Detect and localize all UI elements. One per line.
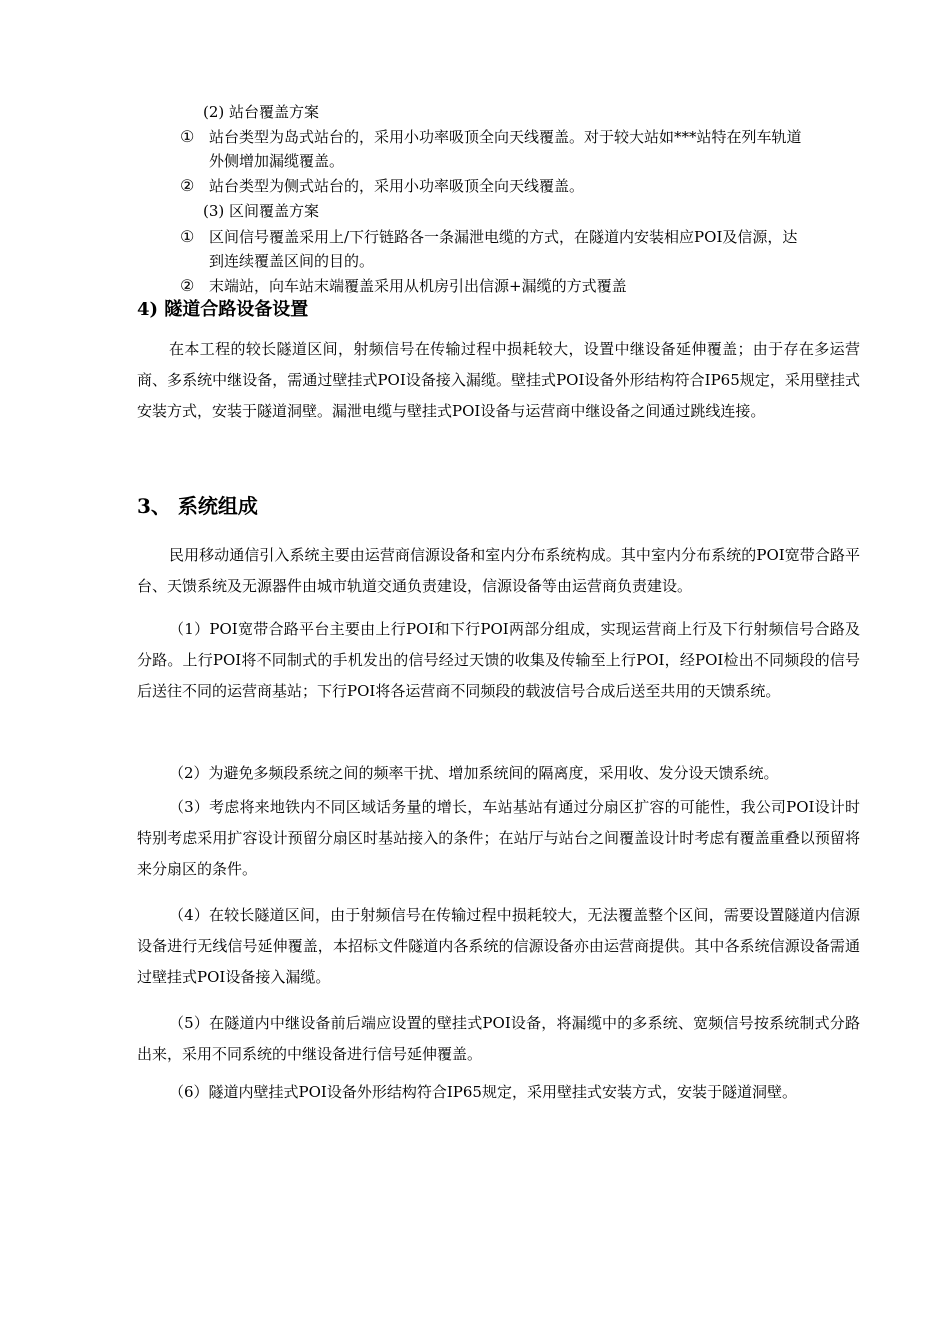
list-paragraph-2: （2）为避免多频段系统之间的频率干扰、增加系统间的隔离度，采用收、发分设天馈系统。 [169, 764, 779, 782]
paragraph-intro: 民用移动通信引入系统主要由运营商信源设备和室内分布系统构成。其中室内分布系统的POI宽带合路平台、天馈系统及无源器件由城市轨道交通负责建设，信源设备等由运营商负责建设。 [137, 546, 860, 595]
list-item-text: 末端站，向车站末端覆盖采用从机房引出信源+漏缆的方式覆盖 [209, 277, 627, 295]
section-heading-3: 3、 系统组成 [137, 494, 258, 518]
list-paragraph-1: （1）POI宽带合路平台主要由上行POI和下行POI两部分组成，实现运营商上行及下行射频信号合路及分路。上行POI将不同制式的手机发出的信号经过天馈的收集及传输至上行POI，经POI检出不同频段的信号后送往不同的运营商基站；下行POI将各运营商不同频段的载波信号合成后送至共用的天馈系统。 [137, 620, 860, 700]
section-heading-4: 4) 隧道合路设备设置 [137, 299, 309, 320]
section-coverage-title: (3) 区间覆盖方案 [203, 202, 320, 220]
list-item-text-cont: 外侧增加漏缆覆盖。 [209, 152, 345, 170]
list-marker: ② [180, 276, 195, 295]
list-item-text: 站台类型为岛式站台的，采用小功率吸顶全向天线覆盖。对于较大站如***站特在列车轨道 [209, 128, 802, 146]
list-marker: ① [180, 227, 195, 246]
list-paragraph-4: （4）在较长隧道区间，由于射频信号在传输过程中损耗较大，无法覆盖整个区间，需要设置隧道内信源设备进行无线信号延伸覆盖，本招标文件隧道内各系统的信源设备亦由运营商提供。其中各系统信源设备需通过壁挂式POI设备接入漏缆。 [137, 906, 860, 986]
list-item-text: 站台类型为侧式站台的，采用小功率吸顶全向天线覆盖。 [209, 177, 585, 195]
list-paragraph-5: （5）在隧道内中继设备前后端应设置的壁挂式POI设备，将漏缆中的多系统、宽频信号按系统制式分路出来，采用不同系统的中继设备进行信号延伸覆盖。 [137, 1014, 860, 1063]
list-item-text: 区间信号覆盖采用上/下行链路各一条漏泄电缆的方式，在隧道内安装相应POI及信源，达 [209, 228, 798, 246]
list-paragraph-6: （6）隧道内壁挂式POI设备外形结构符合IP65规定，采用壁挂式安装方式，安装于隧道洞壁。 [169, 1083, 797, 1101]
list-item-text-cont: 到连续覆盖区间的目的。 [209, 252, 375, 270]
list-marker: ② [180, 176, 195, 195]
platform-coverage-title: (2) 站台覆盖方案 [203, 103, 320, 121]
list-marker: ① [180, 127, 195, 146]
paragraph: 在本工程的较长隧道区间，射频信号在传输过程中损耗较大，设置中继设备延伸覆盖；由于存在多运营商、多系统中继设备，需通过壁挂式POI设备接入漏缆。壁挂式POI设备外形结构符合IP65规定，采用壁挂式安装方式，安装于隧道洞壁。漏泄电缆与壁挂式POI设备与运营商中继设备之间通过跳线连接。 [137, 340, 860, 420]
list-paragraph-3: （3）考虑将来地铁内不同区域话务量的增长，车站基站有通过分扇区扩容的可能性，我公司POI设计时特别考虑采用扩容设计预留分扇区时基站接入的条件；在站厅与站台之间覆盖设计时考虑有覆盖重叠以预留将来分扇区的条件。 [137, 798, 860, 878]
